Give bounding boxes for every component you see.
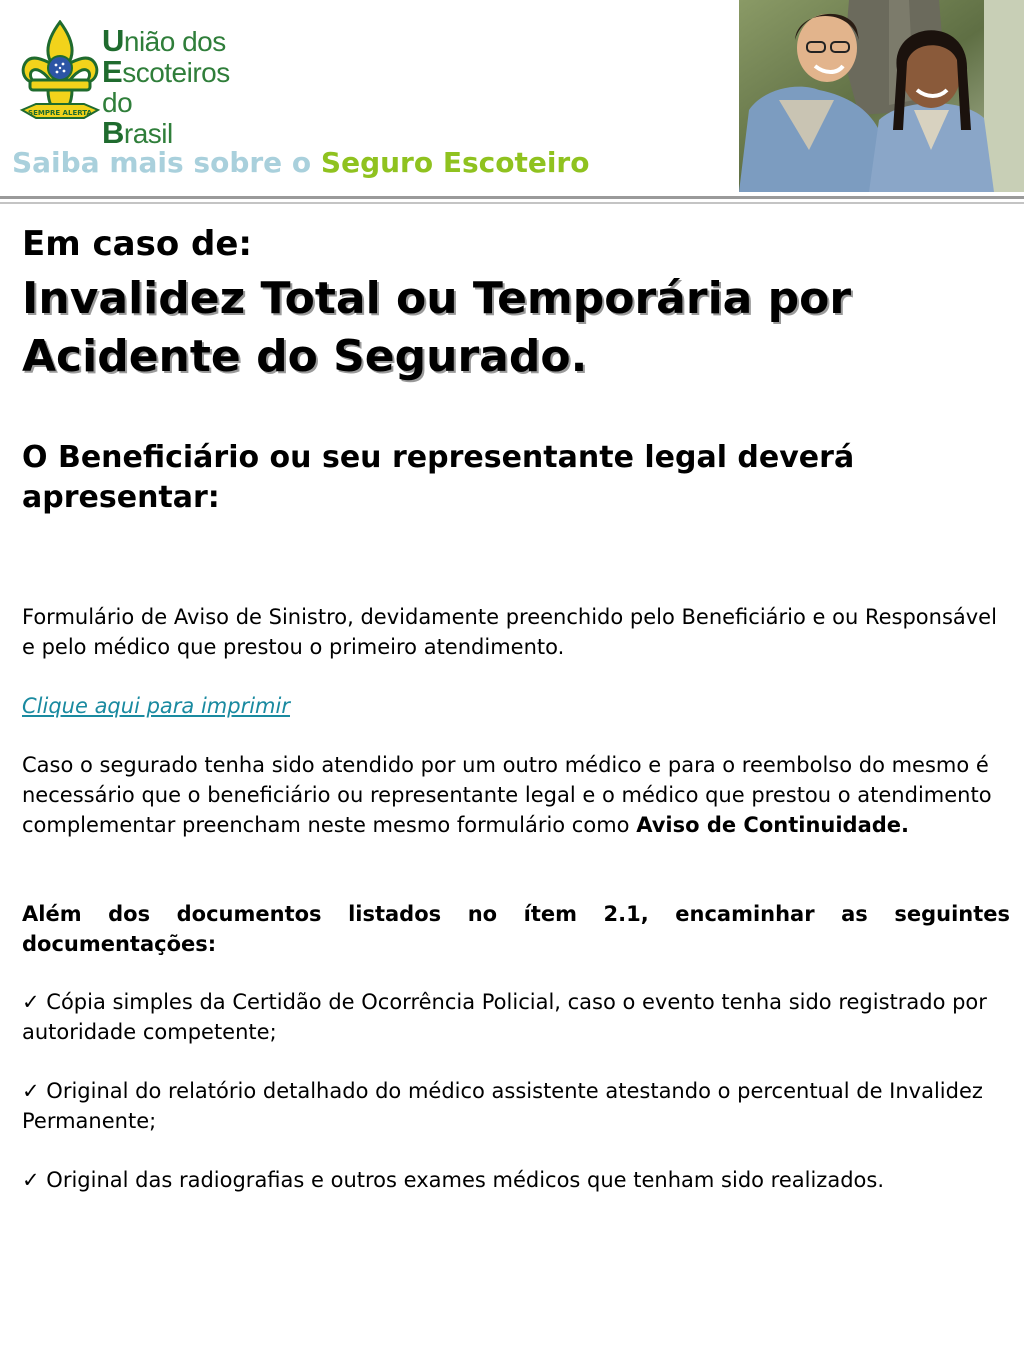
- checklist-item-text: Original das radiografias e outros exames médicos que tenham sido realizados.: [46, 1168, 884, 1192]
- paragraph-continuity: [22, 750, 1010, 840]
- logo-text: [102, 23, 258, 150]
- checklist-item: [22, 1165, 1010, 1195]
- checkmark-icon: ✓: [22, 1079, 40, 1103]
- checklist-item-text: Cópia simples da Certidão de Ocorrência Policial, caso o evento tenha sido registrado por autoridade competente;: [22, 990, 987, 1044]
- paragraph-continuity-text: Caso o segurado tenha sido atendido por um outro médico e para o reembolso do mesmo é necessário que o beneficiário ou representante legal e o médico que prestou o atendimento complementar preencham neste mesmo formulário como: [22, 753, 992, 837]
- lead-text: O Beneficiário ou seu representante legal deverá apresentar:: [22, 440, 855, 515]
- print-link[interactable]: Clique aqui para imprimir: [22, 694, 290, 718]
- paragraph-additional-docs: Além dos documentos listados no ítem 2.1, encaminhar as seguintes documentações:: [22, 902, 1010, 956]
- logo-rest-2: scoteiros do: [102, 57, 230, 118]
- page-subtitle: [12, 146, 589, 179]
- scouts-photo-image: [739, 0, 1024, 192]
- subtitle-prefix: Saiba mais sobre o: [12, 146, 312, 179]
- header-divider-bottom: [0, 202, 1024, 204]
- checkmark-icon: ✓: [22, 1168, 40, 1192]
- logo-rest-1: nião dos: [123, 26, 226, 57]
- paragraph-continuity-bold: Aviso de Continuidade.: [636, 813, 909, 837]
- scouts-photo: [739, 0, 1024, 192]
- heading-big: Invalidez Total ou Temporária por Acidente do Segurado.: [22, 273, 852, 382]
- logo: [18, 20, 258, 150]
- heading-small: Em caso de:: [22, 224, 253, 264]
- header-divider-top: [0, 196, 1024, 199]
- subtitle-highlight: Seguro Escoteiro: [320, 146, 590, 179]
- logo-rest-3: rasil: [123, 118, 173, 149]
- badge-text: SEMPRE ALERTA: [28, 109, 92, 117]
- checklist-item: [22, 1076, 1010, 1136]
- checklist-item: [22, 987, 1010, 1047]
- checklist-item-text: Original do relatório detalhado do médico assistente atestando o percentual de Invalidez Permanente;: [22, 1079, 983, 1133]
- fleur-de-lis-icon: [18, 20, 102, 132]
- checkmark-icon: ✓: [22, 990, 40, 1014]
- logo-cap-3: B: [102, 115, 124, 150]
- header: [0, 0, 1024, 192]
- logo-cap-1: U: [102, 23, 124, 58]
- logo-cap-2: E: [102, 54, 123, 89]
- paragraph-form: Formulário de Aviso de Sinistro, devidamente preenchido pelo Beneficiário e ou Responsável e pelo médico que prestou o primeiro atendimento.: [22, 605, 997, 659]
